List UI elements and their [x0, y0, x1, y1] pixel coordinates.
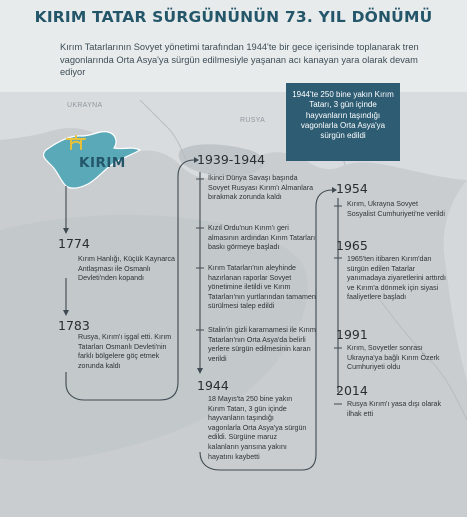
period-1939-1944: 1939-1944: [197, 152, 266, 167]
event-1965: 1965'ten itibaren Kırım'dan sürgün edilen Tatarlar yanımadaya ziyaretlerini arttırdı ve Kırım'a dönmek için siyasi faaliyetlere başladı: [347, 255, 446, 302]
intro-text: Kırım Tatarlarının Sovyet yönetimi tarafından 1944'te bir gece içerisinde toplanarak tren vagonlarında Orta Asya'ya sürgün edilmesiyle yaşanan acı kanayan yara olarak devam ediyor: [60, 42, 419, 78]
event-red-army: Kızıl Ordu'nun Kırım'ı geri almasının ardından Kırım Tatarları baskı görmeye başladı: [208, 224, 316, 252]
year-1774: 1774: [58, 236, 90, 251]
year-1965: 1965: [336, 238, 368, 253]
year-2014: 2014: [336, 383, 368, 398]
year-1991: 1991: [336, 327, 368, 342]
event-ww2: İkinci Dünya Savaşı başında Sovyet Rusyası Kırım'ı Almanlara bırakmak zorunda kaldı: [208, 174, 314, 202]
russia-label: RUSYA: [240, 117, 266, 124]
year-1944: 1944: [197, 378, 229, 393]
event-reports: Kırım Tatarları'nın aleyhinde hazırlanan raporlar Sovyet yönetimine iletildi ve Kırım Tatarları'nın yurtlarından tamamen sürülmesi talep edildi: [208, 264, 316, 311]
year-1954: 1954: [336, 181, 368, 196]
deportation-callout: 1944'te 250 bine yakın Kırım Tatarı, 3 gün içinde hayvanların taşındığı vagonlarla Orta Asya'ya sürgün edildi: [286, 83, 400, 161]
event-1954: Kırım, Ukrayna Sovyet Sosyalist Cumhuriyeti'ne verildi: [347, 200, 445, 218]
event-1783: Rusya, Kırım'ı işgal etti. Kırım Tatarları Osmanlı Devleti'nin farklı bölgelere göç etmek zorunda kaldı: [78, 333, 172, 370]
event-1944: 18 Mayıs'ta 250 bine yakın Kırım Tatarı, 3 gün içinde hayvanların taşındığı vagonlarla Orta Asya'ya sürgün edildi. Sürgüne maruz kalanların yarısına yakını hayatını kaybetti: [208, 395, 307, 461]
event-stalin-decree: Stalin'in gizli kararnamesi ile Kırım Tatarları'nın Orta Asya'da belirli yerlere sürgün edilmesinin kararı verildi: [208, 326, 316, 363]
event-1774: Kırım Hanlığı, Küçük Kaynarca Antlaşması ile Osmanlı Devleti'nden kopandı: [78, 255, 175, 283]
event-1991: Kırım, Sovyetler sonrası Ukrayna'ya bağlı Kırım Özerk Cumhuriyeti oldu: [347, 344, 440, 372]
crimea-label: KIRIM: [79, 155, 126, 171]
page-title: KIRIM TATAR SÜRGÜNÜNÜN 73. YIL DÖNÜMÜ: [34, 8, 433, 26]
event-2014: Rusya Kırım'ı yasa dışı olarak ilhak etti: [347, 400, 441, 418]
ukraine-label: UKRAYNA: [67, 102, 103, 109]
year-1783: 1783: [58, 318, 90, 333]
